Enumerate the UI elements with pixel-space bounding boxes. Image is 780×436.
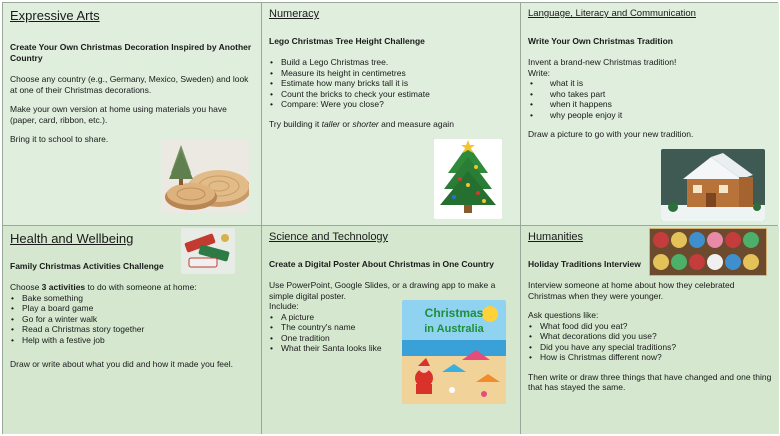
paragraph: Make your own version at home using materials you have (paper, card, ribbon, etc.). [10, 104, 227, 125]
panel-humanities [521, 226, 779, 434]
vintage-baubles-image [649, 228, 767, 276]
christmas-crackers-image [181, 228, 235, 274]
numeracy-list [269, 57, 513, 110]
paragraph: Then write or draw three things that have changed and one thing that has stayed the same. [528, 371, 772, 392]
panel-title: Health and Wellbeing [10, 231, 134, 246]
health-list [10, 293, 254, 346]
australia-poster-image [402, 300, 506, 404]
panel-subtitle: Create Your Own Christmas Decoration Inspired by Another Country [10, 42, 252, 63]
list-item: • Count the bricks to check your estimate [279, 89, 513, 100]
wood-slices-image [161, 139, 249, 213]
panel-expressive-arts [3, 3, 261, 225]
list-item: • Play a board game [20, 303, 254, 314]
paragraph: Ask questions like: [528, 310, 599, 320]
list-item: • why people enjoy it [538, 110, 772, 121]
paragraph: Try building it taller or shorter and measure again [269, 118, 454, 129]
paragraph: Use PowerPoint, Google Slides, or a drawing app to make a simple digital poster. [269, 280, 496, 301]
paragraph: Bring it to school to share. [10, 134, 109, 144]
paragraph: Write: [528, 67, 551, 78]
panel-subtitle: Holiday Traditions Interview [528, 259, 641, 269]
list-item: • Estimate how many bricks tall it is [279, 78, 513, 89]
list-item: • Read a Christmas story together [20, 324, 254, 335]
panel-title: Humanities [528, 231, 584, 243]
panel-subtitle: Lego Christmas Tree Height Challenge [269, 36, 425, 46]
panel-title: Language, Literacy and Communication [528, 8, 696, 19]
list-item: • Build a Lego Christmas tree. [279, 57, 513, 68]
panel-language-literacy [521, 3, 779, 225]
poster-title-line2: in Australia [424, 323, 484, 335]
list-item: • What their Santa looks like [279, 343, 513, 354]
list-item: • Help with a festive job [20, 335, 254, 346]
list-item: • when it happens [538, 99, 772, 110]
panel-health-wellbeing [3, 226, 261, 434]
list-item: • Bake something [20, 293, 254, 304]
paragraph: Interview someone at home about how they celebrated Christmas when they were younger. [528, 280, 735, 301]
paragraph: Invent a brand-new Christmas tradition! [528, 57, 677, 67]
list-item: • What decorations did you use? [538, 331, 772, 342]
list-item: • Go for a winter walk [20, 314, 254, 325]
gingerbread-house-image [661, 149, 765, 221]
list-item: • who takes part [538, 89, 772, 100]
list-item: • What food did you eat? [538, 321, 772, 332]
panel-numeracy [262, 3, 520, 225]
list-item: • A picture [279, 312, 513, 323]
paragraph: Draw or write about what you did and how it made you feel. [10, 359, 234, 369]
poster-title-line1: Christmas [424, 306, 484, 320]
humanities-list [528, 321, 772, 363]
panel-subtitle: Create a Digital Poster About Christmas in One Country [269, 259, 494, 269]
paragraph: Choose 3 activities to do with someone at home: [10, 282, 197, 292]
list-item: • The country's name [279, 322, 513, 333]
list-item: • How is Christmas different now? [538, 352, 772, 363]
panel-subtitle: Write Your Own Christmas Tradition [528, 36, 673, 46]
activity-grid [2, 2, 778, 434]
list-item: • what it is [538, 78, 772, 89]
paragraph: Include: [269, 301, 299, 311]
list-item: • Compare: Were you close? [279, 99, 513, 110]
panel-title: Expressive Arts [10, 8, 100, 23]
panel-title: Science and Technology [269, 231, 389, 243]
list-item: • Did you have any special traditions? [538, 342, 772, 353]
paragraph: Draw a picture to go with your new tradition. [528, 129, 694, 139]
list-item: • Measure its height in centimetres [279, 68, 513, 79]
paragraph: Choose any country (e.g., Germany, Mexico, Sweden) and look at one of their Christmas decorations. [10, 74, 249, 95]
panel-title: Numeracy [269, 8, 320, 20]
lego-tree-image [434, 139, 502, 219]
literacy-list [528, 78, 772, 120]
list-item: • One tradition [279, 333, 513, 344]
panel-subtitle: Family Christmas Activities Challenge [10, 261, 164, 271]
panel-science-technology [262, 226, 520, 434]
